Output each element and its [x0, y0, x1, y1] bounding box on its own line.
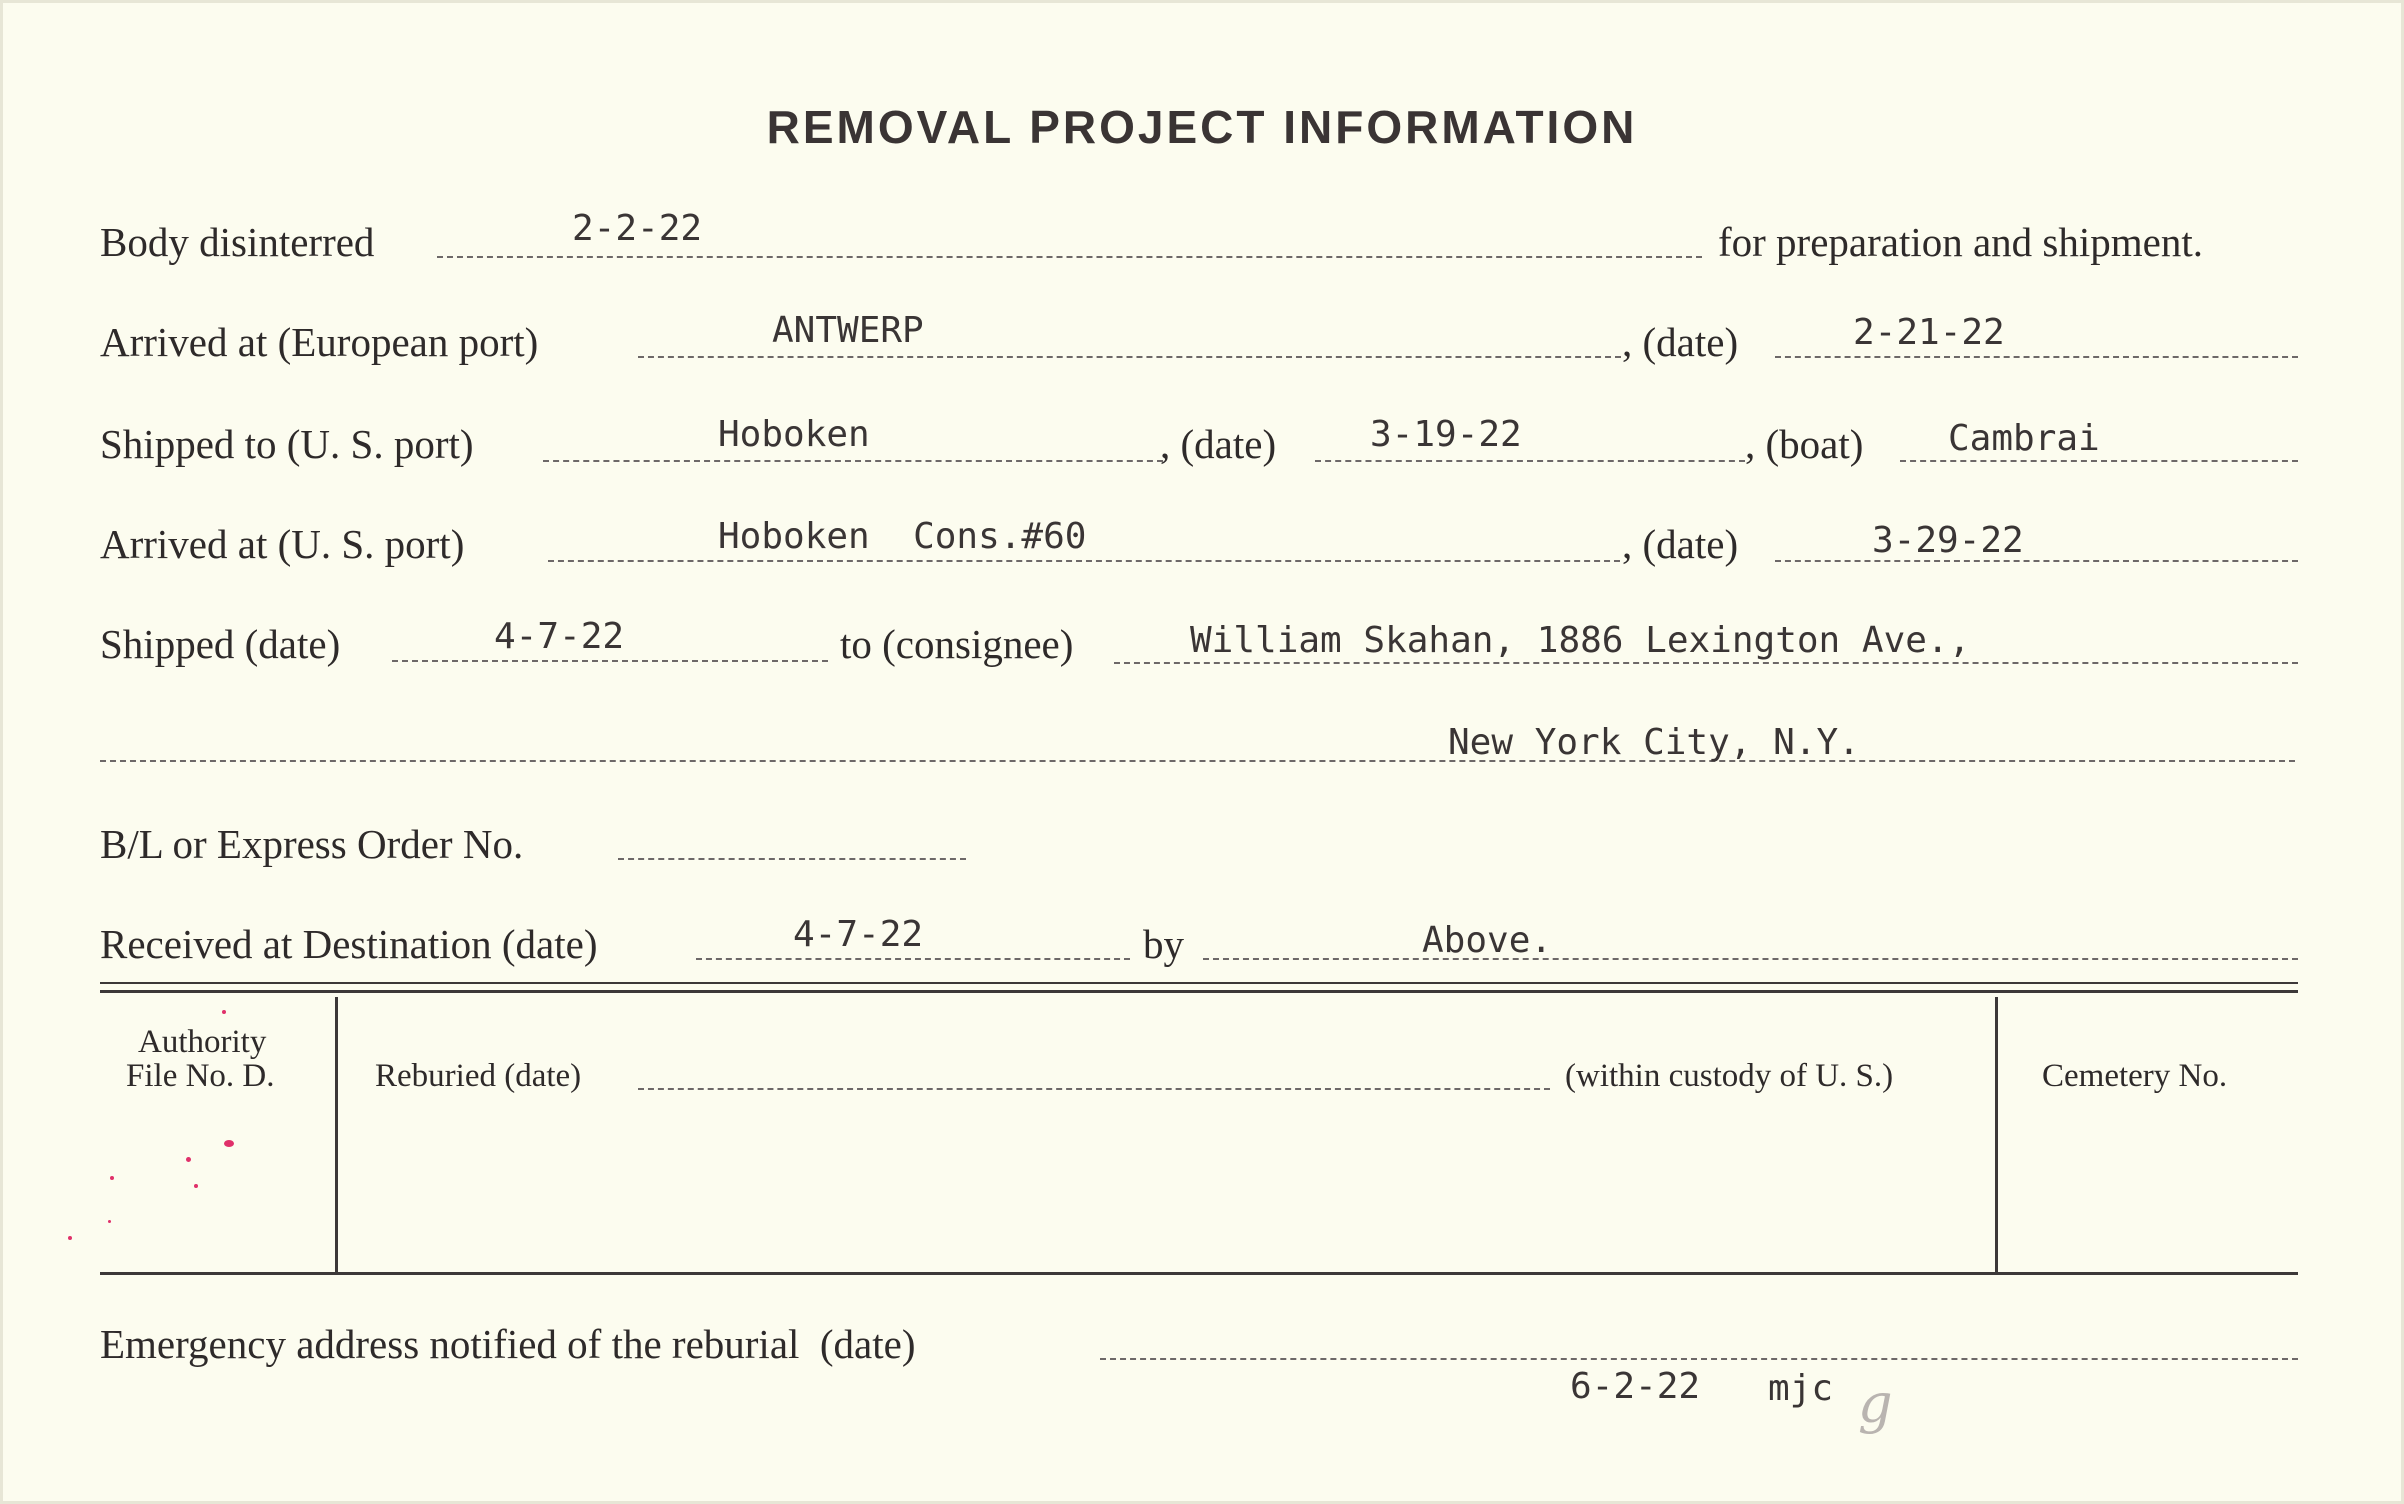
reburied-label: Reburied (date) — [375, 1058, 582, 1094]
by-value: Above. — [1422, 920, 1553, 961]
arrived-us-date: 3-29-22 — [1872, 520, 2024, 561]
body-disinterred-suffix: for preparation and shipment. — [1718, 219, 2204, 265]
dotted-line — [1775, 356, 2298, 358]
authority-label: Authority — [138, 1024, 267, 1060]
dotted-line — [1100, 1358, 2298, 1360]
consignee-label: to (consignee) — [840, 621, 1074, 667]
shipped-date-value: 4-7-22 — [494, 616, 625, 657]
shipped-to-date: 3-19-22 — [1370, 414, 1522, 455]
handwritten-mark: g — [1858, 1372, 1893, 1435]
emergency-date: 6-2-22 — [1570, 1366, 1701, 1407]
dotted-line — [437, 256, 1702, 258]
divider-rule — [100, 990, 2298, 993]
custody-label: (within custody of U. S.) — [1565, 1058, 1894, 1094]
ink-speck — [194, 1184, 198, 1188]
received-date: 4-7-22 — [793, 914, 924, 955]
arrived-european-port: ANTWERP — [772, 310, 924, 351]
body-disinterred-value: 2-2-22 — [572, 208, 703, 249]
shipped-to-port: Hoboken — [718, 414, 870, 455]
body-disinterred-label: Body disinterred — [100, 219, 375, 265]
shipped-date-label: Shipped (date) — [100, 621, 341, 667]
emergency-label: Emergency address notified of the reburial (date) — [100, 1321, 916, 1367]
received-label: Received at Destination (date) — [100, 921, 598, 967]
dotted-line — [638, 1088, 1550, 1090]
column-divider — [1995, 997, 1998, 1272]
ink-speck — [224, 1140, 234, 1147]
ink-speck — [108, 1220, 111, 1223]
shipped-to-date-label: , (date) — [1160, 421, 1277, 467]
dotted-line — [1203, 958, 2298, 960]
by-label: by — [1143, 921, 1184, 967]
arrived-european-date: 2-21-22 — [1853, 312, 2005, 353]
dotted-line — [1315, 460, 1745, 462]
arrived-us-label: Arrived at (U. S. port) — [100, 521, 465, 567]
emergency-initials: mjc — [1768, 1368, 1834, 1409]
arrived-us-port: Hoboken Cons.#60 — [718, 516, 1087, 557]
dotted-line — [1900, 460, 2298, 462]
boat-label: , (boat) — [1745, 421, 1864, 467]
dotted-line — [543, 460, 1163, 462]
dotted-line — [638, 356, 1621, 358]
arrived-european-label: Arrived at (European port) — [100, 319, 539, 365]
dotted-line — [392, 660, 828, 662]
divider-rule — [100, 982, 2298, 984]
ink-speck — [110, 1176, 114, 1180]
bl-express-order-label: B/L or Express Order No. — [100, 821, 524, 867]
consignee-value-line-2: New York City, N.Y. — [1448, 722, 1860, 763]
ink-speck — [186, 1157, 191, 1162]
cemetery-no-label: Cemetery No. — [2042, 1058, 2228, 1094]
dotted-line — [696, 958, 1130, 960]
file-no-label: File No. D. — [126, 1058, 275, 1094]
arrived-european-date-label: , (date) — [1622, 319, 1739, 365]
dotted-line — [618, 858, 966, 860]
dotted-line — [1114, 662, 2298, 664]
dotted-line — [1775, 560, 2298, 562]
shipped-to-label: Shipped to (U. S. port) — [100, 421, 474, 467]
column-divider — [335, 997, 338, 1272]
ink-speck — [68, 1236, 72, 1240]
consignee-value: William Skahan, 1886 Lexington Ave., — [1190, 620, 1971, 661]
arrived-us-date-label: , (date) — [1622, 521, 1739, 567]
boat-value: Cambrai — [1948, 418, 2100, 459]
bottom-rule — [100, 1272, 2298, 1275]
ink-speck — [222, 1010, 226, 1014]
card-title: REMOVAL PROJECT INFORMATION — [766, 101, 1638, 153]
dotted-line — [100, 760, 2295, 762]
dotted-line — [548, 560, 1620, 562]
